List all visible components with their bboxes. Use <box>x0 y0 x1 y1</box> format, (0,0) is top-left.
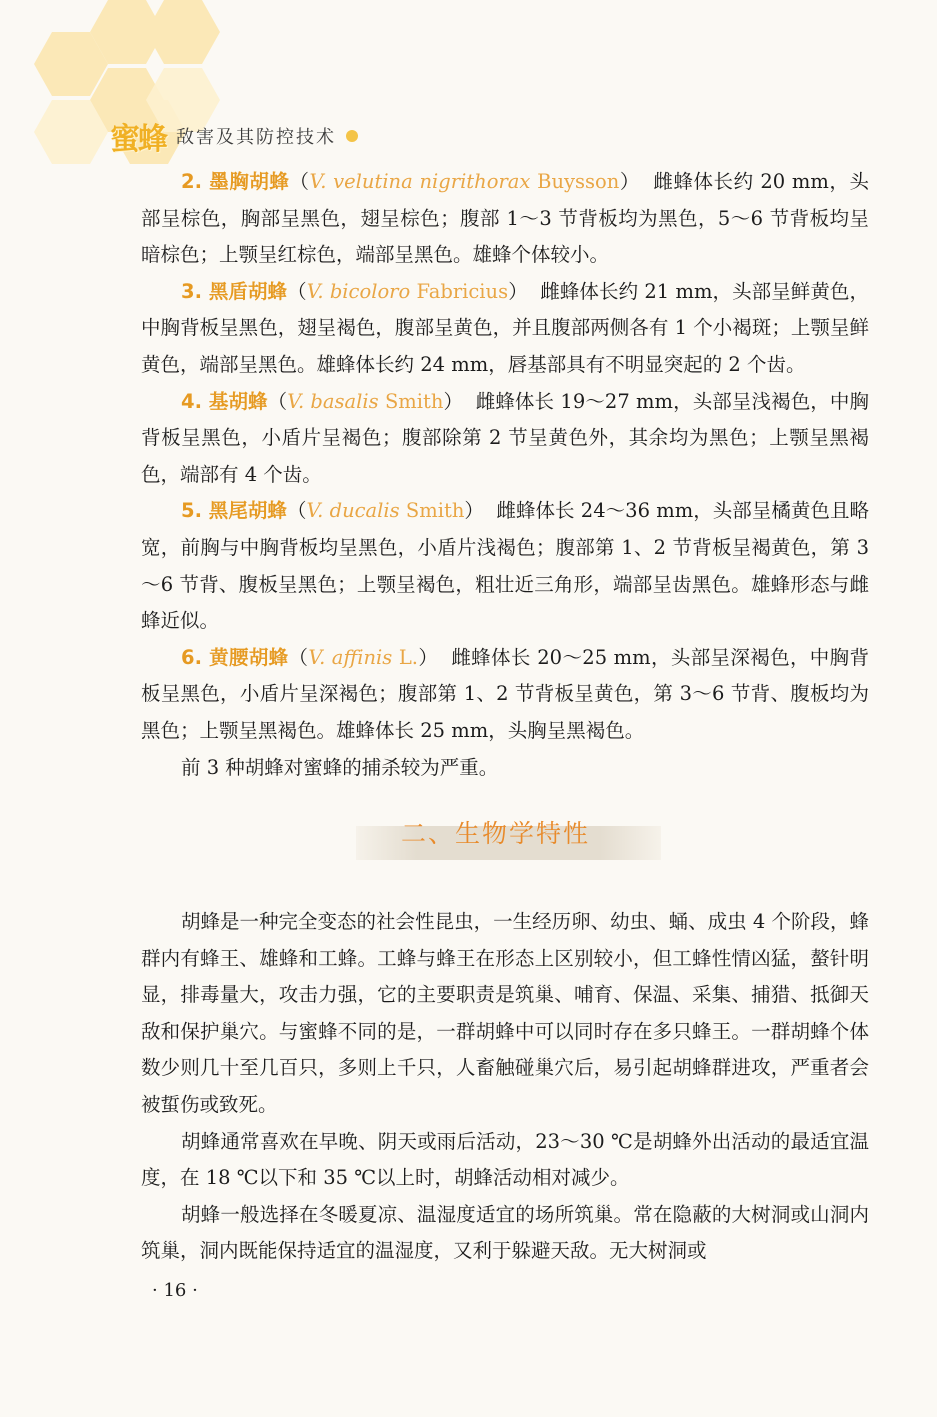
latin-author: L. <box>398 645 419 669</box>
page-content <box>141 164 869 1270</box>
species-title: 3. 黑盾胡蜂 <box>181 279 288 303</box>
latin-name: V. ducalis <box>306 499 400 523</box>
species-paragraph: 4. 基胡蜂（V. basalis Smith） 雌蜂体长 19～27 mm，头部呈浅褐色，中胸背板呈黑色，小盾片呈褐色；腹部除第 2 节呈黄色外，其余均为黑色；上颚呈黑褐色，端部有 4 个齿。 <box>141 389 869 486</box>
species-paragraph: 5. 黑尾胡蜂（V. ducalis Smith） 雌蜂体长 24～36 mm，头部呈橘黄色且略宽，前胸与中胸背板均呈黑色，小盾片浅褐色；腹部第 1、2 节背板呈褐黄色，第 3～6 节背、腹板呈黑色；上颚呈褐色，粗壮近三角形，端部呈齿黑色。雄蜂形态与雌蜂近似。 <box>141 499 869 633</box>
section-title: 二、生物学特性 <box>401 819 591 849</box>
latin-name: V. velutina nigrithorax <box>309 170 531 193</box>
species-description: 雌蜂体长 24～36 mm，头部呈橘黄色且略宽，前胸与中胸背板均呈黑色，小盾片浅褐色；腹部第 1、2 节背板呈褐黄色，第 3～6 节背、腹板呈黑色；上颚呈褐色，粗壮近三角形，端部呈齿黑色。雄蜂形态与雌蜂近似。 <box>141 499 869 633</box>
body-paragraph: 胡蜂通常喜欢在早晚、阴天或雨后活动，23～30 ℃是胡蜂外出活动的最适宜温度，在 18 ℃以下和 35 ℃以上时，胡蜂活动相对减少。 <box>141 1129 869 1190</box>
latin-name: V. bicoloro <box>306 279 411 303</box>
species-description: 雌蜂体长 20～25 mm，头部呈深褐色，中胸背板呈黑色，小盾片呈深褐色；腹部第 1、2 节背板呈黄色，第 3～6 节背、腹板均为黑色；上颚呈黑褐色。雄蜂体长 25 mm，头胸呈黑褐色。 <box>141 645 869 742</box>
latin-name: V. affinis <box>308 645 393 669</box>
brand-logo: 蜜蜂 <box>110 122 166 157</box>
species-description: 雌蜂体长 19～27 mm，头部呈浅褐色，中胸背板呈黑色，小盾片呈褐色；腹部除第 2 节呈黄色外，其余均为黑色；上颚呈黑褐色，端部有 4 个齿。 <box>141 389 869 486</box>
page-number: · 16 · <box>152 1280 198 1301</box>
species-title: 4. 基胡蜂 <box>181 389 268 413</box>
running-header <box>110 112 358 160</box>
species-paragraph: 3. 黑盾胡蜂（V. bicoloro Fabricius） 雌蜂体长约 21 mm，头部呈鲜黄色，中胸背板呈黑色，翅呈褐色，腹部呈黄色，并且腹部两侧各有 1 个小褐斑；上颚呈鲜黄色，端部呈黑色。雄蜂体长约 24 mm，唇基部具有不明显突起的 2 个齿。 <box>141 279 869 376</box>
body-paragraph: 胡蜂是一种完全变态的社会性昆虫，一生经历卵、幼虫、蛹、成虫 4 个阶段，蜂群内有蜂王、雄蜂和工蜂。工蜂与蜂王在形态上区别较小，但工蜂性情凶猛，螯针明显，排毒量大，攻击力强，它的主要职责是筑巢、哺育、保温、采集、捕猎、抵御天敌和保护巢穴。与蜜蜂不同的是，一群胡蜂中可以同时存在多只蜂王。一群胡蜂个体数少则几十至几百只，多则上千只，人畜触碰巢穴后，易引起胡蜂群进攻，严重者会被蜇伤或致死。 <box>141 910 869 1117</box>
species-paragraph: 6. 黄腰胡蜂（V. affinis L.） 雌蜂体长 20～25 mm，头部呈深褐色，中胸背板呈黑色，小盾片呈深褐色；腹部第 1、2 节背板呈黄色，第 3～6 节背、腹板均为黑色；上颚呈黑褐色。雄蜂体长 25 mm，头胸呈黑褐色。 <box>141 645 869 742</box>
latin-author: Buysson <box>537 170 620 193</box>
latin-author: Fabricius <box>416 279 509 303</box>
summary-paragraph: 前 3 种胡蜂对蜜蜂的捕杀较为严重。 <box>181 755 499 779</box>
book-title: 敌害及其防控技术 <box>176 127 336 148</box>
header-dot <box>346 130 358 142</box>
species-title: 6. 黄腰胡蜂 <box>181 645 289 669</box>
section-heading <box>141 786 869 904</box>
latin-name: V. basalis <box>287 389 379 413</box>
latin-author: Smith <box>405 499 465 523</box>
body-paragraph: 胡蜂一般选择在冬暖夏凉、温湿度适宜的场所筑巢。常在隐蔽的大树洞或山洞内筑巢，洞内既能保持适宜的温湿度，又利于躲避天敌。无大树洞或 <box>141 1202 869 1263</box>
species-description: 雌蜂体长约 21 mm，头部呈鲜黄色，中胸背板呈黑色，翅呈褐色，腹部呈黄色，并且腹部两侧各有 1 个小褐斑；上颚呈鲜黄色，端部呈黑色。雄蜂体长约 24 mm，唇基部具有不明显突起的 2 个齿。 <box>141 279 869 376</box>
species-title: 2. 墨胸胡蜂 <box>181 170 290 193</box>
species-paragraph: 2. 墨胸胡蜂（V. velutina nigrithorax Buysson） 雌蜂体长约 20 mm，头部呈棕色，胸部呈黑色，翅呈棕色；腹部 1～3 节背板均为黑色，5～6 节背板均呈暗棕色；上颚呈红棕色，端部呈黑色。雄蜂个体较小。 <box>141 170 869 267</box>
species-title: 5. 黑尾胡蜂 <box>181 499 287 523</box>
species-description: 雌蜂体长约 20 mm，头部呈棕色，胸部呈黑色，翅呈棕色；腹部 1～3 节背板均为黑色，5～6 节背板均呈暗棕色；上颚呈红棕色，端部呈黑色。雄蜂个体较小。 <box>141 170 869 267</box>
latin-author: Smith <box>384 389 444 413</box>
